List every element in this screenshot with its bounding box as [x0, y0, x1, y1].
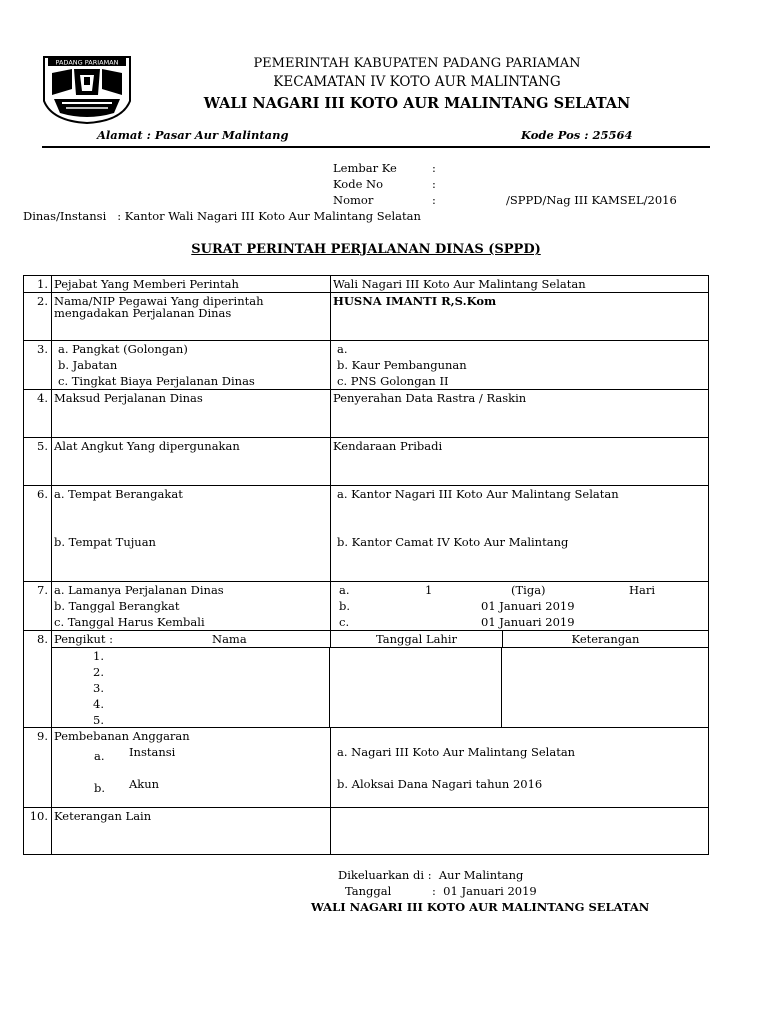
row-number: 10. — [24, 808, 52, 855]
pengikut-item: 1. — [93, 649, 104, 663]
row-number: 6. — [24, 486, 52, 582]
postcode: Kode Pos : 25564 — [521, 128, 633, 142]
pengikut-item: 5. — [93, 713, 104, 727]
row-value: Kendaraan Pribadi — [331, 438, 709, 486]
header-line-3: WALI NAGARI III KOTO AUR MALINTANG SELATAN — [203, 95, 631, 112]
row-value: a. Nagari III Koto Aur Malintang Selatan b. Aloksai Dana Nagari tahun 2016 — [331, 728, 709, 808]
nomor-label: Nomor — [333, 193, 374, 207]
pengikut-item: 3. — [93, 681, 104, 695]
table-row — [24, 486, 709, 582]
row-label: a. Pangkat (Golongan) b. Jabatan c. Tingkat Biaya Perjalanan Dinas — [52, 341, 331, 390]
row-number: 1. — [24, 276, 52, 293]
table-row — [24, 808, 709, 855]
row-number: 5. — [24, 438, 52, 486]
document-title: SURAT PERINTAH PERJALANAN DINAS (SPPD) — [191, 242, 541, 257]
row-value: a. Kantor Nagari III Koto Aur Malintang Selatan b. Kantor Camat IV Koto Aur Malintang — [331, 486, 709, 582]
sppd-table — [23, 275, 709, 855]
pengikut-cell: Pengikut : Nama Tanggal Lahir Keterangan 1. 2. 3. 4. 5. — [52, 631, 709, 728]
kode-label: Kode No — [333, 177, 384, 191]
table-row — [24, 390, 709, 438]
row-value: Penyerahan Data Rastra / Raskin — [331, 390, 709, 438]
table-row — [24, 293, 709, 341]
kode-colon: : — [432, 177, 436, 191]
dinas-line: Dinas/Instansi : Kantor Wali Nagari III Koto Aur Malintang Selatan — [23, 209, 421, 223]
header-rule — [42, 146, 710, 148]
pengikut-item: 4. — [93, 697, 104, 711]
row-number: 7. — [24, 582, 52, 631]
row-label: Keterangan Lain — [52, 808, 331, 855]
row-label: Pejabat Yang Memberi Perintah — [52, 276, 331, 293]
row-label: Nama/NIP Pegawai Yang diperintah mengadakan Perjalanan Dinas — [52, 293, 331, 341]
nomor-value: /SPPD/Nag III KAMSEL/2016 — [506, 193, 677, 207]
table-row — [24, 582, 709, 631]
logo-banner-text: PADANG PARIAMAN — [55, 58, 119, 67]
row-number: 4. — [24, 390, 52, 438]
row-value: Wali Nagari III Koto Aur Malintang Selatan — [331, 276, 709, 293]
row-label: Maksud Perjalanan Dinas — [52, 390, 331, 438]
signer-title: WALI NAGARI III KOTO AUR MALINTANG SELATAN — [311, 900, 650, 914]
row-number: 2. — [24, 293, 52, 341]
address: Alamat : Pasar Aur Malintang — [97, 128, 289, 142]
row-label: Pembebanan Anggaran a. Instansi b. Akun — [52, 728, 331, 808]
tanggal-value: : 01 Januari 2019 — [432, 884, 537, 898]
pengikut-item: 2. — [93, 665, 104, 679]
row-value — [331, 808, 709, 855]
row-label: Alat Angkut Yang dipergunakan — [52, 438, 331, 486]
row-number: 9. — [24, 728, 52, 808]
row-number: 3. — [24, 341, 52, 390]
lembar-colon: : — [432, 161, 436, 175]
header-line-2: KECAMATAN IV KOTO AUR MALINTANG — [273, 74, 561, 90]
row-value: a. b. Kaur Pembangunan c. PNS Golongan II — [331, 341, 709, 390]
table-row — [24, 631, 709, 728]
row-label: a. Lamanya Perjalanan Dinas b. Tanggal Berangkat c. Tanggal Harus Kembali — [52, 582, 331, 631]
dikeluarkan-line: Dikeluarkan di : Aur Malintang — [338, 868, 524, 882]
table-row — [24, 728, 709, 808]
row-value: a. 1 (Tiga) Hari b. 01 Januari 2019 c. 01 Januari 2019 — [331, 582, 709, 631]
tanggal-label: Tanggal — [345, 884, 392, 898]
nomor-colon: : — [432, 193, 436, 207]
row-number: 8. — [24, 631, 52, 728]
table-row — [24, 276, 709, 293]
table-row — [24, 438, 709, 486]
table-row — [24, 341, 709, 390]
row-value: HUSNA IMANTI R,S.Kom — [331, 293, 709, 341]
row-label: a. Tempat Berangakat b. Tempat Tujuan — [52, 486, 331, 582]
lembar-label: Lembar Ke — [333, 161, 397, 175]
header-line-1: PEMERINTAH KABUPATEN PADANG PARIAMAN — [253, 56, 581, 71]
